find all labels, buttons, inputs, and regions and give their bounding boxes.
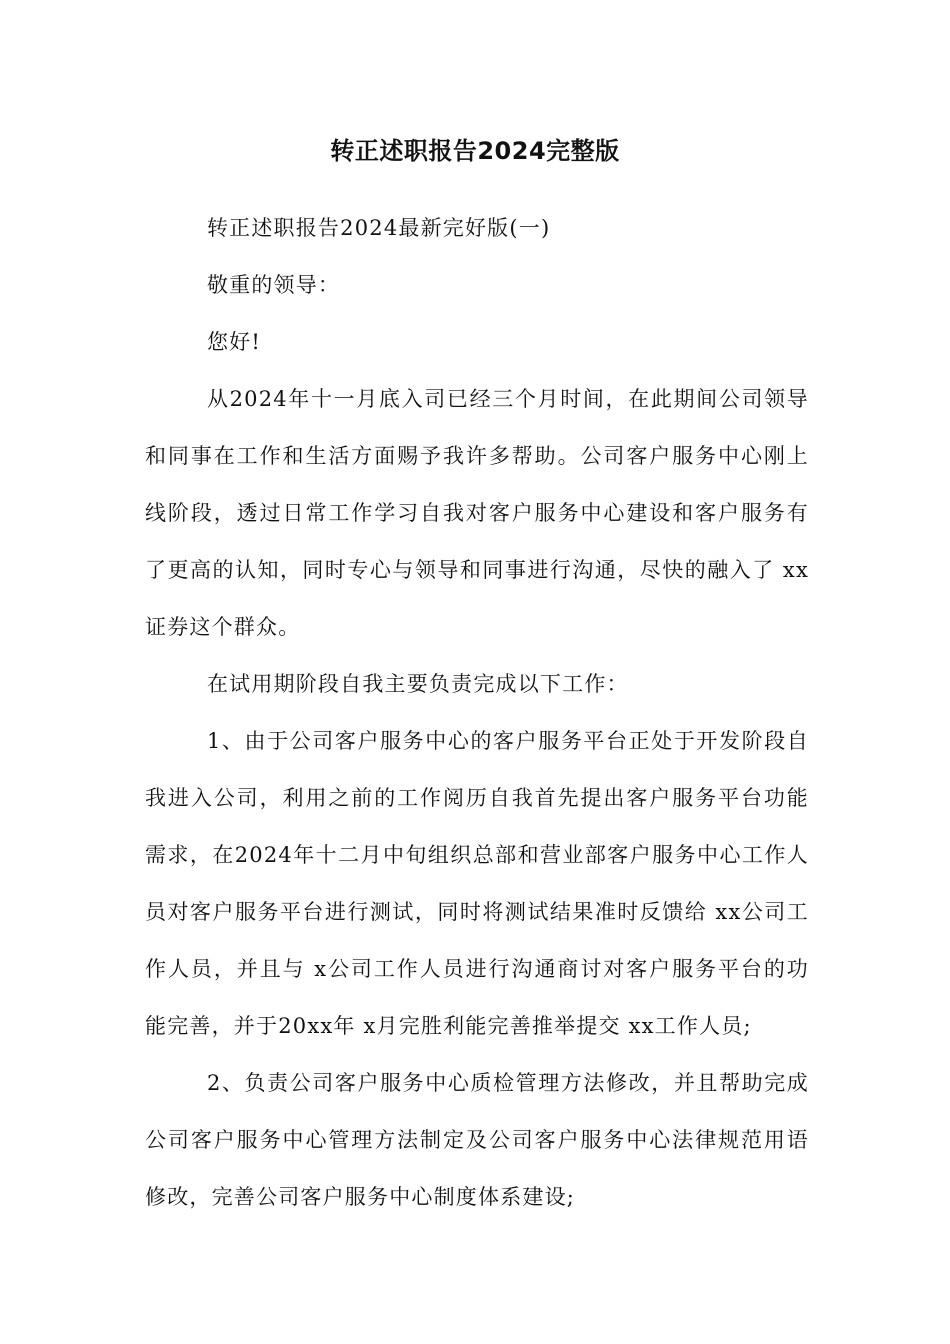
paragraph-greeting: 您好! <box>206 330 261 354</box>
paragraph-work-heading: 在试用期阶段自我主要负责完成以下工作： <box>206 672 629 696</box>
document-body <box>145 200 809 1226</box>
paragraph-item-2: 2、负责公司客户服务中心质检管理方法修改，并且帮助完成公司客户服务中心管理方法制定及公司客户服务中心法律规范用语修改，完善公司客户服务中心制度体系建设; <box>145 1071 809 1209</box>
paragraph-item-1: 1、由于公司客户服务中心的客户服务平台正处于开发阶段自我进入公司，利用之前的工作阅历自我首先提出客户服务平台功能需求，在2024年十二月中旬组织总部和营业部客户服务中心工作人员对客户服务平台进行测试，同时将测试结果准时反馈给 xx公司工作人员，并且与 x公司工作人员进行沟通商讨对客户服务平台的功能完善，并于20xx年 x月完胜利能完善推举提交 xx工作人员; <box>145 729 809 1038</box>
paragraph-salutation: 敬重的领导： <box>206 273 341 297</box>
paragraph-intro: 从2024年十一月底入司已经三个月时间，在此期间公司领导和同事在工作和生活方面赐予我许多帮助。公司客户服务中心刚上线阶段，透过日常工作学习自我对客户服务中心建设和客户服务有了更高的认知，同时专心与领导和同事进行沟通，尽快的融入了 xx证券这个群众。 <box>145 387 809 639</box>
paragraph-subtitle: 转正述职报告2024最新完好版(一) <box>206 216 551 240</box>
document-title: 转正述职报告2024完整版 <box>330 137 620 165</box>
